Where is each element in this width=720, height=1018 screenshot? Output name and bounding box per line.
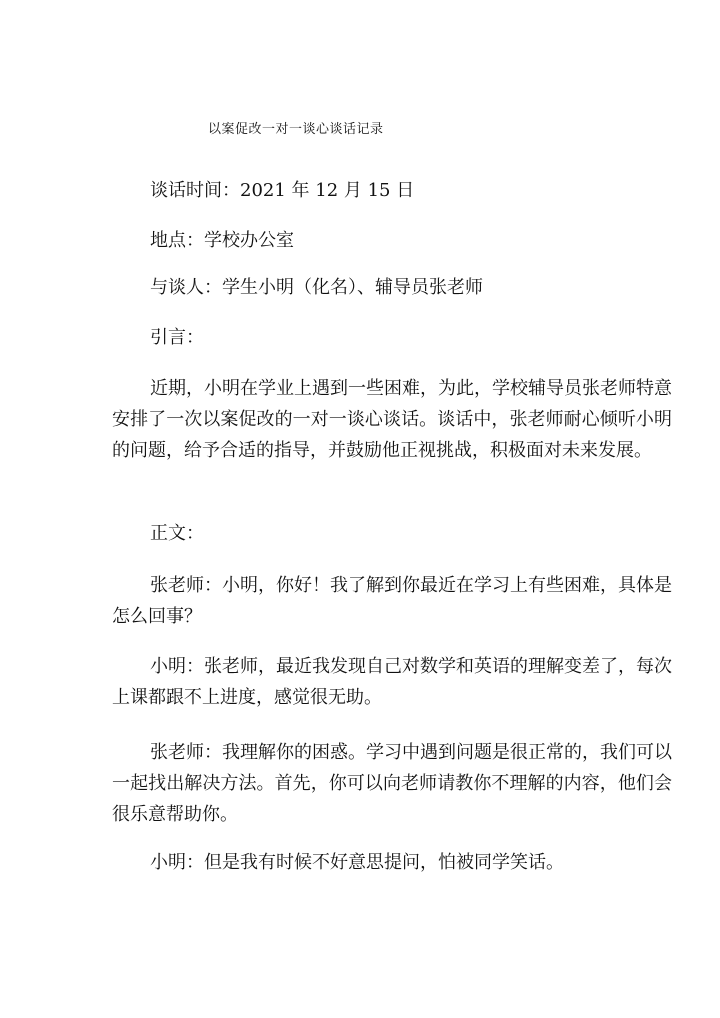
body-heading: 正文： — [150, 523, 204, 544]
intro-heading: 引言： — [150, 327, 204, 348]
dialogue-paragraph: 张老师：小明，你好！我了解到你最近在学习上有些困难，具体是怎么回事？ — [112, 575, 672, 627]
document-title: 以案促改一对一谈心谈话记录 — [208, 122, 384, 137]
intro-paragraph: 近期，小明在学业上遇到一些困难，为此，学校辅导员张老师特意安排了一次以案促改的一对一谈心谈话。谈话中，张老师耐心倾听小明的问题，给予合适的指导，并鼓励他正视挑战，积极面对未来发展。 — [112, 378, 672, 461]
participants-line: 与谈人：学生小明（化名）、辅导员张老师 — [150, 277, 483, 298]
dialogue-paragraph: 小明：但是我有时候不好意思提问，怕被同学笑话。 — [150, 852, 564, 873]
location-line: 地点：学校办公室 — [150, 230, 294, 251]
dialogue-paragraph: 小明：张老师，最近我发现自己对数学和英语的理解变差了，每次上课都跟不上进度，感觉很无助。 — [112, 656, 672, 708]
talk-time-line: 谈话时间：2021 年 12 月 15 日 — [150, 180, 415, 201]
dialogue-paragraph: 张老师：我理解你的困惑。学习中遇到问题是很正常的，我们可以一起找出解决方法。首先，你可以向老师请教你不理解的内容，他们会很乐意帮助你。 — [112, 742, 672, 825]
